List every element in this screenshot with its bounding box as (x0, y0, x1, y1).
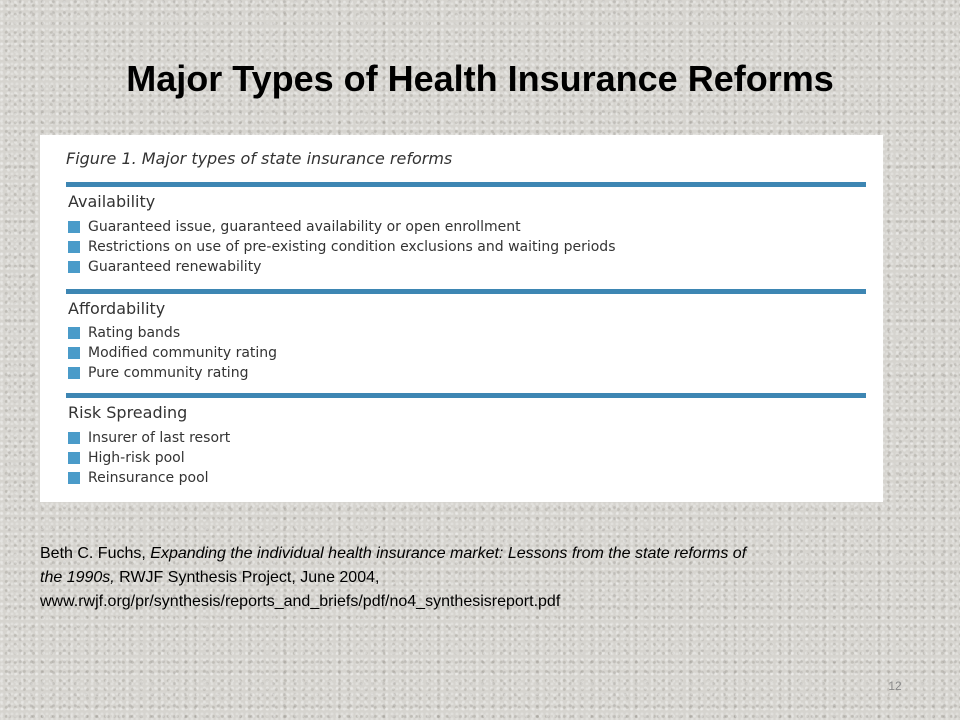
square-bullet-icon (68, 347, 80, 359)
square-bullet-icon (68, 472, 80, 484)
reforms-figure (40, 135, 883, 502)
section-rule (66, 289, 866, 294)
citation-title-cont: the 1990s, (40, 569, 115, 586)
list-item: Rating bands (68, 325, 180, 341)
square-bullet-icon (68, 452, 80, 464)
list-item: Modified community rating (68, 345, 277, 361)
citation (40, 542, 960, 614)
citation-title: Expanding the individual health insurance market: Lessons from the state reforms of (150, 545, 747, 562)
page-number: 12 (888, 679, 902, 693)
section-heading-availability: Availability (68, 192, 156, 211)
list-item: Restrictions on use of pre-existing condition exclusions and waiting periods (68, 239, 616, 255)
square-bullet-icon (68, 221, 80, 233)
section-heading-affordability: Affordability (68, 299, 166, 318)
figure-caption: Figure 1. Major types of state insurance reforms (66, 149, 453, 168)
section-rule (66, 182, 866, 187)
list-item: Guaranteed issue, guaranteed availability or open enrollment (68, 219, 521, 235)
list-item: Insurer of last resort (68, 430, 230, 446)
slide-title: Major Types of Health Insurance Reforms (126, 58, 834, 99)
citation-url: www.rwjf.org/pr/synthesis/reports_and_briefs/pdf/no4_synthesisreport.pdf (40, 593, 561, 610)
citation-line-1 (40, 542, 960, 566)
square-bullet-icon (68, 327, 80, 339)
section-rule (66, 393, 866, 398)
square-bullet-icon (68, 432, 80, 444)
citation-author: Beth C. Fuchs, (40, 545, 151, 562)
square-bullet-icon (68, 261, 80, 273)
list-item: Pure community rating (68, 365, 248, 381)
section-heading-risk-spreading: Risk Spreading (68, 403, 188, 422)
citation-line-2 (40, 566, 960, 590)
list-item: Guaranteed renewability (68, 259, 261, 275)
list-item: High-risk pool (68, 450, 185, 466)
square-bullet-icon (68, 241, 80, 253)
list-item: Reinsurance pool (68, 470, 209, 486)
square-bullet-icon (68, 367, 80, 379)
citation-source: RWJF Synthesis Project, June 2004, (114, 569, 380, 586)
